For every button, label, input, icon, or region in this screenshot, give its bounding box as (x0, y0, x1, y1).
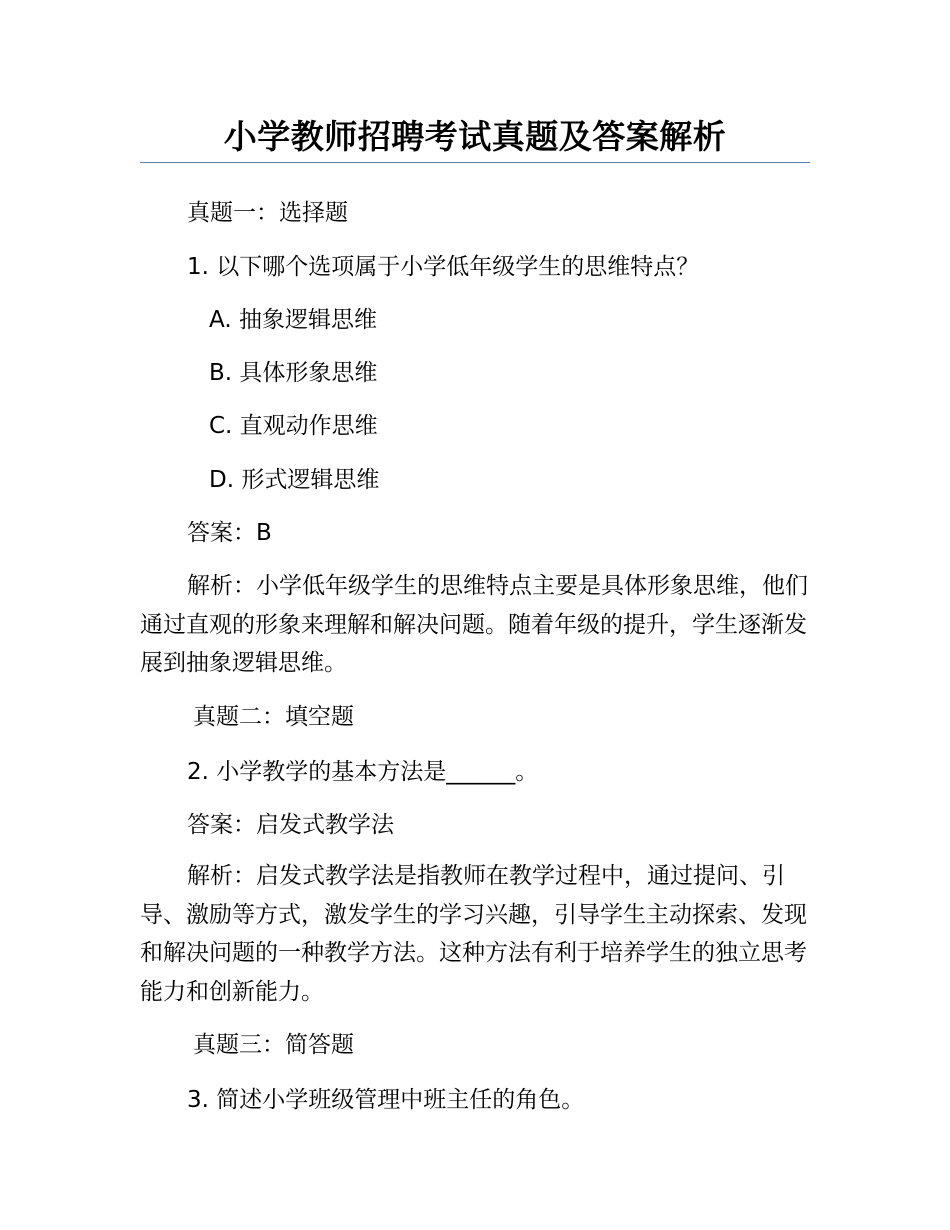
question-1: 1. 以下哪个选项属于小学低年级学生的思维特点？ (187, 254, 700, 280)
section-heading-1: 真题一：选择题 (187, 200, 348, 226)
option-a: A. 抽象逻辑思维 (209, 307, 377, 333)
document-title: 小学教师招聘考试真题及答案解析 (223, 117, 727, 156)
option-c: C. 直观动作思维 (209, 413, 378, 439)
analysis-2-text: 解析：启发式教学法是指教师在教学过程中，通过提问、引导、激励等方式，激发学生的学习兴趣，引导学生主动探索、发现和解决问题的一种教学方法。这种方法有利于培养学生的独立思考能力和创新能力。 (140, 863, 807, 1005)
question-2: 2. 小学教学的基本方法是______。 (187, 759, 539, 785)
option-b: B. 具体形象思维 (209, 360, 378, 386)
section-heading-2: 真题二：填空题 (193, 704, 354, 730)
section-heading-3: 真题三：简答题 (193, 1032, 354, 1058)
title-divider (140, 162, 810, 163)
analysis-2 (140, 857, 820, 1011)
question-3: 3. 简述小学班级管理中班主任的角色。 (187, 1087, 585, 1113)
answer-1: 答案：B (187, 520, 272, 546)
analysis-1 (140, 567, 820, 683)
option-d: D. 形式逻辑思维 (209, 467, 380, 493)
answer-2: 答案：启发式教学法 (187, 812, 394, 838)
analysis-1-text: 解析：小学低年级学生的思维特点主要是具体形象思维，他们通过直观的形象来理解和解决问题。随着年级的提升，学生逐渐发展到抽象逻辑思维。 (140, 573, 808, 676)
